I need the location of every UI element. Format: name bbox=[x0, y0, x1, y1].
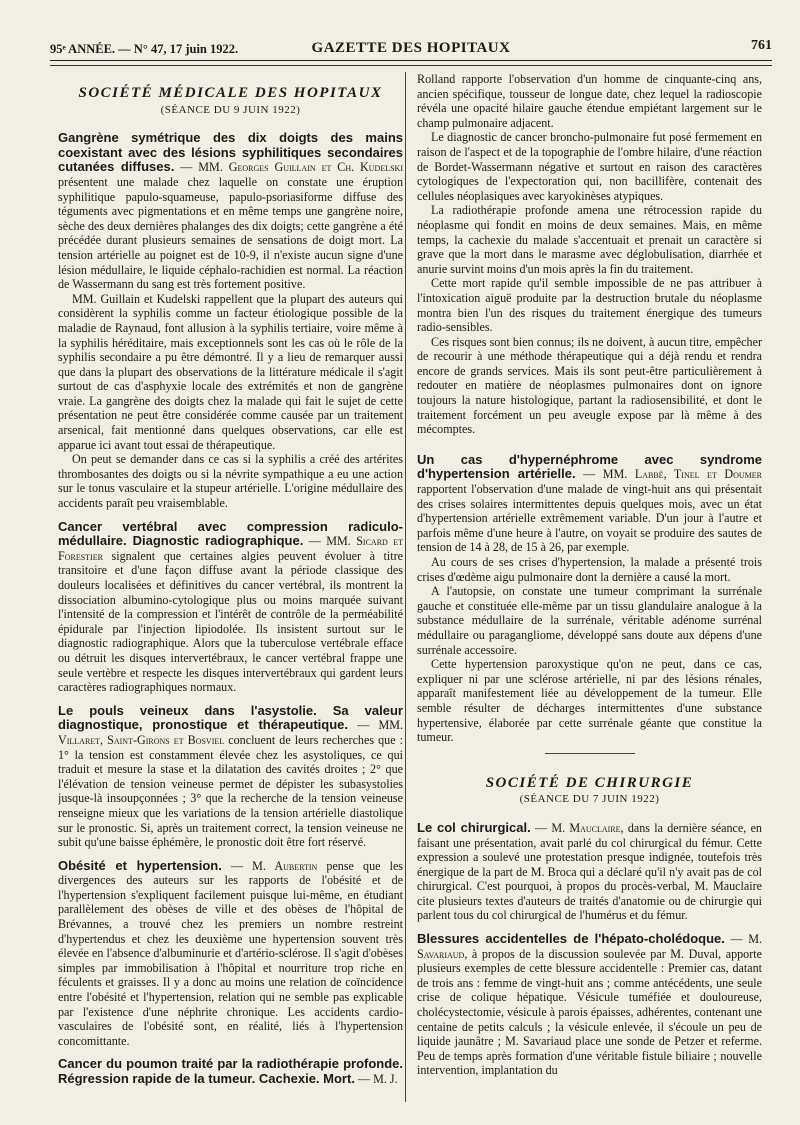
article-lead: Cancer du poumon traité par la radiothérapie profonde. Régression rapide de la tumeur. Cachexie. Mort. — M. J. bbox=[58, 1056, 403, 1086]
article-authors: M. Savariaud, bbox=[417, 932, 762, 961]
article-authors: MM. Villaret, Saint-Girons et Bosviel bbox=[58, 718, 403, 747]
article-text: pense que les divergences des auteurs sur les rapports de l'obésité et de l'hypertension s'expliquent facilement puisque lui-même, en étudiant parallèlement des obèses de ville et des obèses de l'hôpital de Brévannes, a trouvé chez les premiers un nombre restreint d'hypertendus et chez les deuxième une hypertension souvent très élevée en l'absence d'albuminurie et d'artério-sclérose. Il s'agit d'obèses simples par immobilisation à l'hôpital et nourriture trop riche en féculents et graisses. Il y a donc au moins une relation de coïncidence entre l'obésité et l'hypertension, relation qui ne semble pas explicable par l'existence d'une néphrite chronique. Les accidents cardio-vasculaires de l'obésité sont, en réalité, liés à l'hypertension concomittante. bbox=[58, 858, 403, 1048]
article-title: Obésité et hypertension. bbox=[58, 857, 222, 873]
right-column bbox=[417, 72, 762, 1112]
article-paragraph: Cette mort rapide qu'il semble impossible de ne pas attribuer à l'intoxication aiguë produite par la destruction brutale du néoplasme montra bien l'un des risques du traitement énergique des tumeurs radio-sensibles. bbox=[417, 276, 762, 335]
article bbox=[58, 520, 403, 695]
article-lead: Blessures accidentelles de l'hépato-cholédoque. — M. Savariaud, à propos de la discussion soulevée par M. Duval, apporte plusieurs exemples de cette blessure accidentelle : Premier cas, datant de trois ans : femme de vingt-huit ans ; comme antécédents, une seule crise de colique hépatique. Vésicule tuméfiée et douloureuse, cholécystectomie, vésicule à parois épaisses, adhérentes, contenant une centaine de petits calculs ; la vésicule enlevée, il s'écoule un peu de liquide jaunâtre ; M. Savariaud place une sonde de Petzer et referme. Peu de temps après formation d'une véritable fistule biliaire ; nouvelle intervention, implantation du bbox=[417, 931, 762, 1078]
article bbox=[417, 453, 762, 745]
page-number: 761 bbox=[751, 38, 772, 53]
article bbox=[417, 932, 762, 1078]
article-lead: Un cas d'hypernéphrome avec syndrome d'hypertension artérielle. — MM. Labbé, Tinel et Doumer rapportent l'observation d'une malade de vingt-huit ans qui présentait des crises solaires intermittentes depuis quelques mois, avec un état d'hypertension artérielle extrêmement variable. D'un jour à l'autre et parfois même d'une heure à l'autre, on voyait se produire des sautes de tension de 14 à 28, de 15 à 26, par exemple. bbox=[417, 451, 762, 555]
article bbox=[58, 704, 403, 850]
section-session: (SÉANCE DU 9 JUIN 1922) bbox=[160, 103, 301, 116]
article-lead: Cancer vertébral avec compression radiculo-médullaire. Diagnostic radiographique. — MM. Sicard et Forestier signalent que certaines algies peuvent évoluer à titre transitoire et d'une façon diffuse avant la période classique des douleurs localisées et définitives du cancer vertébral, ils montrent la dissociation albumino-cytologique plus ou moins marquée suivant l'intensité de la compression et l'intérêt de contrôle de la perméabilité épidurale par l'injection lipiodolée. Ils insistent surtout sur le diagnostic radiographique. Alors que la tuberculose vertébrale efface ou détruit les disques intervertébraux, le cancer vertébral frappe une seule vertèbre et respecte les disques intervertébraux qui gardent leurs caractères radiographiques normaux. bbox=[58, 518, 403, 695]
article bbox=[417, 821, 762, 923]
article-lead: Le col chirurgical. — M. Mauclaire, dans la dernière séance, en faisant une présentation, avait parlé du col chirurgical du fémur. Cette expression a soulevé une protestation presque indignée, toutefois très énergique de la part de M. Broca qui a déclaré qu'il n'y avait pas de col chirurgical. C'est pourquoi, à propos du procès-verbal, M. Mauclaire cite plusieurs textes d'auteurs de traités d'anatomie ou de chirurgie qui parlent tous du col chirurgical de l'humérus et du fémur. bbox=[417, 819, 762, 923]
article-title: Un cas d'hypernéphrome avec syndrome d'hypertension artérielle. bbox=[417, 451, 762, 482]
article-title: Le pouls veineux dans l'asystolie. Sa valeur diagnostique, pronostique et thérapeutique. bbox=[58, 702, 403, 733]
article bbox=[58, 131, 403, 510]
article-paragraph: A l'autopsie, on constate une tumeur comprimant la surrénale gauche et constituée elle-même par un tissu glandulaire analogue à la substance médullaire de la surrénale, véritable adénome surrénal médullaire ou paragangliome, développé sans doute aux dépens d'une surrénale accessoire. bbox=[417, 584, 762, 657]
issue-info: 95ᵉ ANNÉE. — N° 47, 17 juin 1922. bbox=[50, 42, 239, 56]
page-header bbox=[50, 38, 772, 60]
article-text: à propos de la discussion soulevée par M. Duval, apporte plusieurs exemples de cette blessure accidentelle : Premier cas, datant de trois ans : femme de vingt-huit ans ; comme antécédents, une seule crise de colique hépatique. Vésicule tuméfiée et douloureuse, cholécystectomie, vésicule à parois épaisses, adhérentes, contenant une centaine de petits calculs ; la vésicule enlevée, il s'écoule un peu de liquide jaunâtre ; M. Savariaud place une sonde de Petzer et referme. Peu de temps après formation d'une véritable fistule biliaire ; nouvelle intervention, implantation du bbox=[417, 946, 762, 1078]
article-paragraph: Le diagnostic de cancer broncho-pulmonaire fut posé fermement en raison de l'aspect et de la topographie de l'ombre hilaire, d'une réaction de Bordet-Wassermann négative et surtout en raison des caractères cytologiques de l'expectoration qui, non bacillifère, contenait des cellules néoplasiques avec karyokinèses atypiques. bbox=[417, 130, 762, 203]
article-paragraph: Ces risques sont bien connus; ils ne doivent, à aucun titre, empêcher de recourir à une méthode thérapeutique qui a déjà rendu et rendra encore de grands services. Mais ils sont peut-être particulièrement à redouter en matière de néoplasmes pulmonaires dont on ignore toujours la nature histologique, partant la radiosensibilité, et dont le traitement forcément un peu aveugle expose par là même à des mécomptes. bbox=[417, 334, 762, 437]
article-title: Cancer du poumon traité par la radiothérapie profonde. Régression rapide de la tumeur. Cachexie. Mort. bbox=[58, 1056, 403, 1086]
article-paragraph: MM. Guillain et Kudelski rappellent que la plupart des auteurs qui considèrent la syphilis comme un facteur étiologique possible de la maladie de Raynaud, font allusion à la syphilis tertiaire, voire même à la syphilis héréditaire, mais exceptionnels sont les cas où le rôle de la syphilis secondaire a pu être démontré. Il y a lieu de remarquer aussi que dans la plupart des observations de la littérature médicale il s'agit surtout de cas d'asphyxie locale des extrémités et non de gangrène vraie. La gangrène des doigts chez la malade qui fait le sujet de cette présentation ne peut être considérée comme causée par un traitement arsenical, fait mentionné dans quelques observations, car elle est apparue ici avant tout essai de thérapeutique. bbox=[58, 291, 403, 452]
article-authors: MM. Georges Guillain et Ch. Kudelski bbox=[198, 160, 403, 175]
column-divider bbox=[405, 72, 406, 1102]
article-paragraph: On peut se demander dans ce cas si la syphilis a créé des artérites thrombosantes des doigts ou si la névrite sympathique a eu une action sur le tonus vasculaire et la stupeur artérielle. L'origine médullaire des accidents paraît peu vraisemblable. bbox=[58, 452, 403, 511]
section-title: SOCIÉTÉ MÉDICALE DES HOPITAUX bbox=[78, 85, 383, 101]
article-paragraph: Cette hypertension paroxystique qu'on ne peut, dans ce cas, expliquer ni par une sclérose artérielle, ni par des lésions rénales, apparaît manifestement liée au développement de la tumeur. Elle semble résulter de décharges intermittentes d'une substance hypertensive, élaborée par cette surrénale géante que constitue la tumeur. bbox=[417, 657, 762, 745]
article-lead: Obésité et hypertension. — M. Aubertin pense que les divergences des auteurs sur les rapports de l'obésité et de l'hypertension s'expliquent facilement puisque lui-même, en étudiant parallèlement des obèses de ville et des obèses de l'hôpital de Brévannes, a trouvé chez les premiers un nombre restreint d'hypertendus et chez les deuxième une hypertension souvent très élevée en l'absence d'albuminurie et d'artério-sclérose. Il s'agit d'obèses simples par immobilisation à l'hôpital et nourriture trop riche en féculents et graisses. Il y a donc au moins une relation de coïncidence entre l'obésité et l'hypertension, relation qui ne semble pas explicable par l'existence d'une néphrite chronique. Les accidents cardio-vasculaires de l'obésité sont, en réalité, liés à l'hypertension concomittante. bbox=[58, 857, 403, 1048]
article-authors: MM. Labbé, Tinel et Doumer bbox=[602, 467, 762, 482]
article-title: Cancer vertébral avec compression radiculo-médullaire. Diagnostic radiographique. bbox=[58, 518, 403, 549]
section-rule bbox=[545, 753, 635, 754]
section-title: SOCIÉTÉ DE CHIRURGIE bbox=[485, 774, 694, 791]
left-column bbox=[58, 72, 403, 1112]
article-text: rapportent l'observation d'une malade de vingt-huit ans qui présentait des crises solaires intermittentes depuis quelques mois, avec un état d'hypertension artérielle extrêmement variable. D'un jour à l'autre et parfois même d'une heure à l'autre, on voyait se produire des sautes de tension de 14 à 28, de 15 à 26, par exemple. bbox=[417, 482, 762, 555]
article bbox=[58, 1057, 403, 1086]
article bbox=[58, 859, 403, 1049]
article-text: signalent que certaines algies peuvent évoluer à titre transitoire et d'une façon diffuse avant la période classique des douleurs localisées et définitives du cancer vertébral, ils montrent la dissociation albumino-cytologique plus ou moins marquée suivant l'intensité de la compression et l'intérêt de contrôle de la perméabilité épidurale par l'injection lipiodolée. Ils insistent surtout sur le diagnostic radiographique. Alors que la tuberculose vertébrale efface ou détruit les disques intervertébraux, le cancer vertébral frappe une seule vertèbre et respecte les disques intervertébraux qui gardent leurs caractères radiographiques normaux. bbox=[58, 548, 403, 695]
article-text: présentent une malade chez laquelle on constate une éruption syphilitique papulo-squameuse, papulo-psoriasiforme diffuse des téguments avec pigmentations et en même temps une gangrène noire, sèche des deux dernières phalanges des dix doigts; cette gangrène a été précédée durant plusieurs semaines de sensations de doigt mort. La tension artérielle au poignet est de 10-9, il n'existe aucun signe d'une lésion médullaire, le liquide céphalo-rachidien est normal. La réaction de Wassermann du sang est très fortement positive. bbox=[58, 174, 403, 292]
article-title: Le col chirurgical. bbox=[417, 819, 531, 835]
article-authors: M. J. bbox=[373, 1072, 398, 1086]
header-rule-thin bbox=[50, 65, 772, 66]
section-session: (SÉANCE DU 7 JUIN 1922) bbox=[519, 793, 660, 806]
article-authors: M. Aubertin bbox=[252, 858, 318, 873]
article-text: dans la dernière séance, en faisant une présentation, avait parlé du col chirurgical du fémur. Cette expression a soulevé une protestation presque indignée, toutefois très énergique de la part de M. Broca qui a déclaré qu'il n'y avait pas de col chirurgical. C'est pourquoi, à propos du procès-verbal, M. Mauclaire cite plusieurs textes d'auteurs de traités d'anatomie ou de chirurgie qui parlent tous du col chirurgical de l'humérus et du fémur. bbox=[417, 820, 762, 923]
article-title: Blessures accidentelles de l'hépato-cholédoque. bbox=[417, 931, 725, 947]
article-paragraph: Rolland rapporte l'observation d'un homme de cinquante-cinq ans, ancien spécifique, tousseur de longue date, chez lequel la radioscopie révéla une opacité hilaire gauche étendue empiétant largement sur le champ pulmonaire adjacent. bbox=[417, 72, 762, 130]
article-title: Gangrène symétrique des dix doigts des mains coexistant avec des lésions syphilitiques secondaires cutanées diffuses. bbox=[58, 130, 403, 175]
article-lead: Le pouls veineux dans l'asystolie. Sa valeur diagnostique, pronostique et thérapeutique. — MM. Villaret, Saint-Girons et Bosviel concluent de leurs recherches que : 1° la tension est constamment élevée chez les asystoliques, ce qui traduit et mesure la stase et la dilatation des cavités droites ; 2° que l'élévation de tension veineuse permet de dépister les subasystolies jusque-là insoupçonnées ; 3° que la recherche de la tension veineuse renseigne mieux que les variations de la tension artérielle diastolique sur le pronostic. Si, après un traitement correct, la tension veineuse ne subit qu'une baisse éphémère, le pronostic doit être fort réservé. bbox=[58, 702, 403, 850]
article-paragraph: La radiothérapie profonde amena une rétrocession rapide du néoplasme qui fondit en moins de deux semaines. Mais, en même temps, la cachexie du malade s'accentuait et prenait un caractère si grave que la mort dans le marasme avec déglobulisation, diarrhée et anurie survint moins d'un mois après la fin du traitement. bbox=[417, 203, 762, 276]
article-paragraph: Au cours de ses crises d'hypertension, la malade a présenté trois crises d'œdème aigu pulmonaire dont la dernière a causé la mort. bbox=[417, 555, 762, 584]
article-lead: Gangrène symétrique des dix doigts des mains coexistant avec des lésions syphilitiques secondaires cutanées diffuses. — MM. Georges Guillain et Ch. Kudelski présentent une malade chez laquelle on constate une éruption syphilitique papulo-squameuse, papulo-psoriasiforme diffuse des téguments avec pigmentations et en même temps une gangrène noire, sèche des deux dernières phalanges des dix doigts; cette gangrène a été précédée durant plusieurs semaines de sensations de doigt mort. La tension artérielle au poignet est de 10-9, il n'existe aucun signe d'une lésion médullaire, le liquide céphalo-rachidien est normal. La réaction de Wassermann du sang est très fortement positive. bbox=[58, 130, 403, 292]
article-text: concluent de leurs recherches que : 1° la tension est constamment élevée chez les asystoliques, ce qui traduit et mesure la stase et la dilatation des cavités droites ; 2° que l'élévation de tension veineuse permet de dépister les subasystolies jusque-là insoupçonnées ; 3° que la recherche de la tension veineuse renseigne mieux que les variations de la tension artérielle diastolique sur le pronostic. Si, après un traitement correct, la tension veineuse ne subit qu'une baisse éphémère, le pronostic doit être fort réservé. bbox=[58, 732, 403, 850]
header-rule bbox=[50, 60, 772, 61]
article-authors: M. Mauclaire, bbox=[551, 820, 624, 835]
journal-title: GAZETTE DES HOPITAUX bbox=[311, 40, 511, 56]
article-authors: MM. Sicard et Forestier bbox=[58, 534, 403, 563]
